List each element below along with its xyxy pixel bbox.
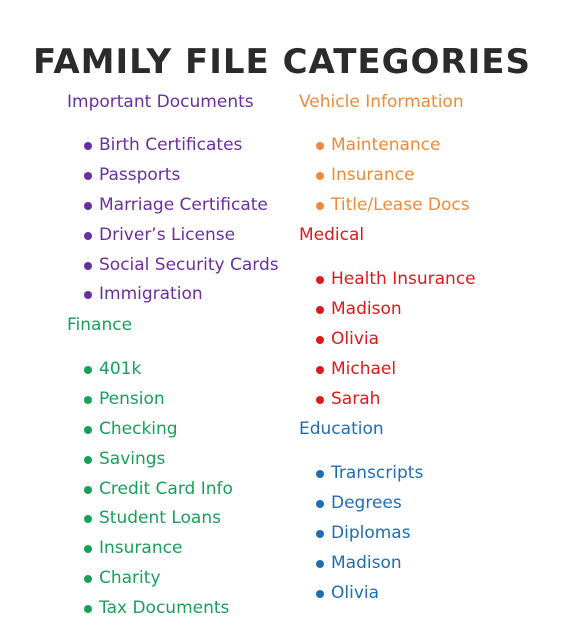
list-item (67, 385, 233, 415)
list-item (299, 131, 470, 161)
bullet-icon (84, 575, 92, 583)
bullet-icon (84, 396, 92, 404)
list-item (67, 251, 279, 281)
item-list (299, 131, 470, 221)
item-label: Title/Lease Docs (331, 194, 470, 215)
list-item (299, 385, 476, 415)
item-label: Social Security Cards (99, 254, 279, 275)
list-item (299, 355, 476, 385)
bullet-icon (316, 276, 324, 284)
item-label: Pension (99, 388, 165, 409)
list-item (67, 504, 233, 534)
bullet-icon (316, 202, 324, 210)
bullet-icon (316, 396, 324, 404)
bullet-icon (316, 142, 324, 150)
section-heading: Education (299, 419, 384, 439)
bullet-icon (84, 172, 92, 180)
list-item (299, 579, 423, 609)
bullet-icon (316, 560, 324, 568)
bullet-icon (84, 366, 92, 374)
item-label: Marriage Certificate (99, 194, 268, 215)
item-list (67, 355, 233, 624)
item-label: Credit Card Info (99, 478, 233, 499)
list-item (67, 355, 233, 385)
list-item (299, 161, 470, 191)
item-label: Insurance (99, 538, 183, 559)
bullet-icon (316, 500, 324, 508)
item-label: Transcripts (331, 463, 424, 483)
item-label: Student Loans (99, 508, 221, 529)
item-label: Charity (99, 568, 161, 589)
item-label: Immigration (99, 284, 203, 305)
section-important-documents (67, 92, 279, 310)
item-label: Michael (331, 358, 397, 379)
item-label: Maintenance (331, 135, 441, 155)
bullet-icon (84, 426, 92, 434)
list-item (299, 265, 476, 295)
bullet-icon (84, 142, 92, 150)
bullet-icon (84, 486, 92, 494)
item-label: Degrees (331, 492, 402, 513)
item-label: Diplomas (331, 522, 411, 543)
item-label: Insurance (331, 164, 415, 185)
list-item (67, 564, 233, 594)
bullet-icon (84, 515, 92, 523)
item-label: Passports (99, 164, 181, 185)
bullet-icon (316, 366, 324, 374)
bullet-icon (316, 590, 324, 598)
list-item (299, 519, 423, 549)
section-finance (67, 315, 233, 624)
item-label: Savings (99, 448, 166, 469)
list-item (299, 489, 423, 519)
section-education (299, 419, 423, 608)
item-label: Madison (331, 298, 402, 319)
item-label: Driver’s License (99, 224, 236, 245)
bullet-icon (84, 232, 92, 240)
list-item (67, 594, 233, 624)
item-list (299, 459, 423, 608)
item-label: Tax Documents (99, 598, 230, 619)
section-heading: Vehicle Information (299, 92, 464, 112)
item-label: Birth Certificates (99, 135, 243, 155)
bullet-icon (84, 262, 92, 270)
bullet-icon (84, 202, 92, 210)
item-label: 401k (99, 359, 142, 379)
section-heading: Medical (299, 225, 365, 245)
list-item (299, 459, 423, 489)
section-heading: Important Documents (67, 92, 254, 112)
item-label: Health Insurance (331, 269, 476, 289)
bullet-icon (316, 306, 324, 314)
bullet-icon (84, 291, 92, 299)
section-medical (299, 225, 476, 414)
item-list (67, 131, 279, 310)
bullet-icon (316, 336, 324, 344)
list-item (67, 280, 279, 310)
bullet-icon (316, 470, 324, 478)
list-item (67, 415, 233, 445)
list-item (67, 131, 279, 161)
bullet-icon (84, 456, 92, 464)
item-label: Olivia (331, 328, 380, 349)
page-title: FAMILY FILE CATEGORIES (33, 42, 531, 82)
list-item (67, 445, 233, 475)
list-item (67, 191, 279, 221)
item-label: Madison (331, 552, 402, 573)
list-item (67, 161, 279, 191)
list-item (299, 549, 423, 579)
bullet-icon (316, 530, 324, 538)
section-heading: Finance (67, 315, 133, 335)
bullet-icon (316, 172, 324, 180)
item-label: Checking (99, 418, 178, 439)
item-label: Sarah (331, 388, 381, 409)
bullet-icon (84, 545, 92, 553)
item-label: Olivia (331, 582, 380, 603)
list-item (299, 295, 476, 325)
bullet-icon (84, 605, 92, 613)
list-item (67, 534, 233, 564)
list-item (299, 191, 470, 221)
section-vehicle-information (299, 92, 470, 221)
list-item (67, 221, 279, 251)
list-item (67, 475, 233, 505)
list-item (299, 325, 476, 355)
item-list (299, 265, 476, 414)
